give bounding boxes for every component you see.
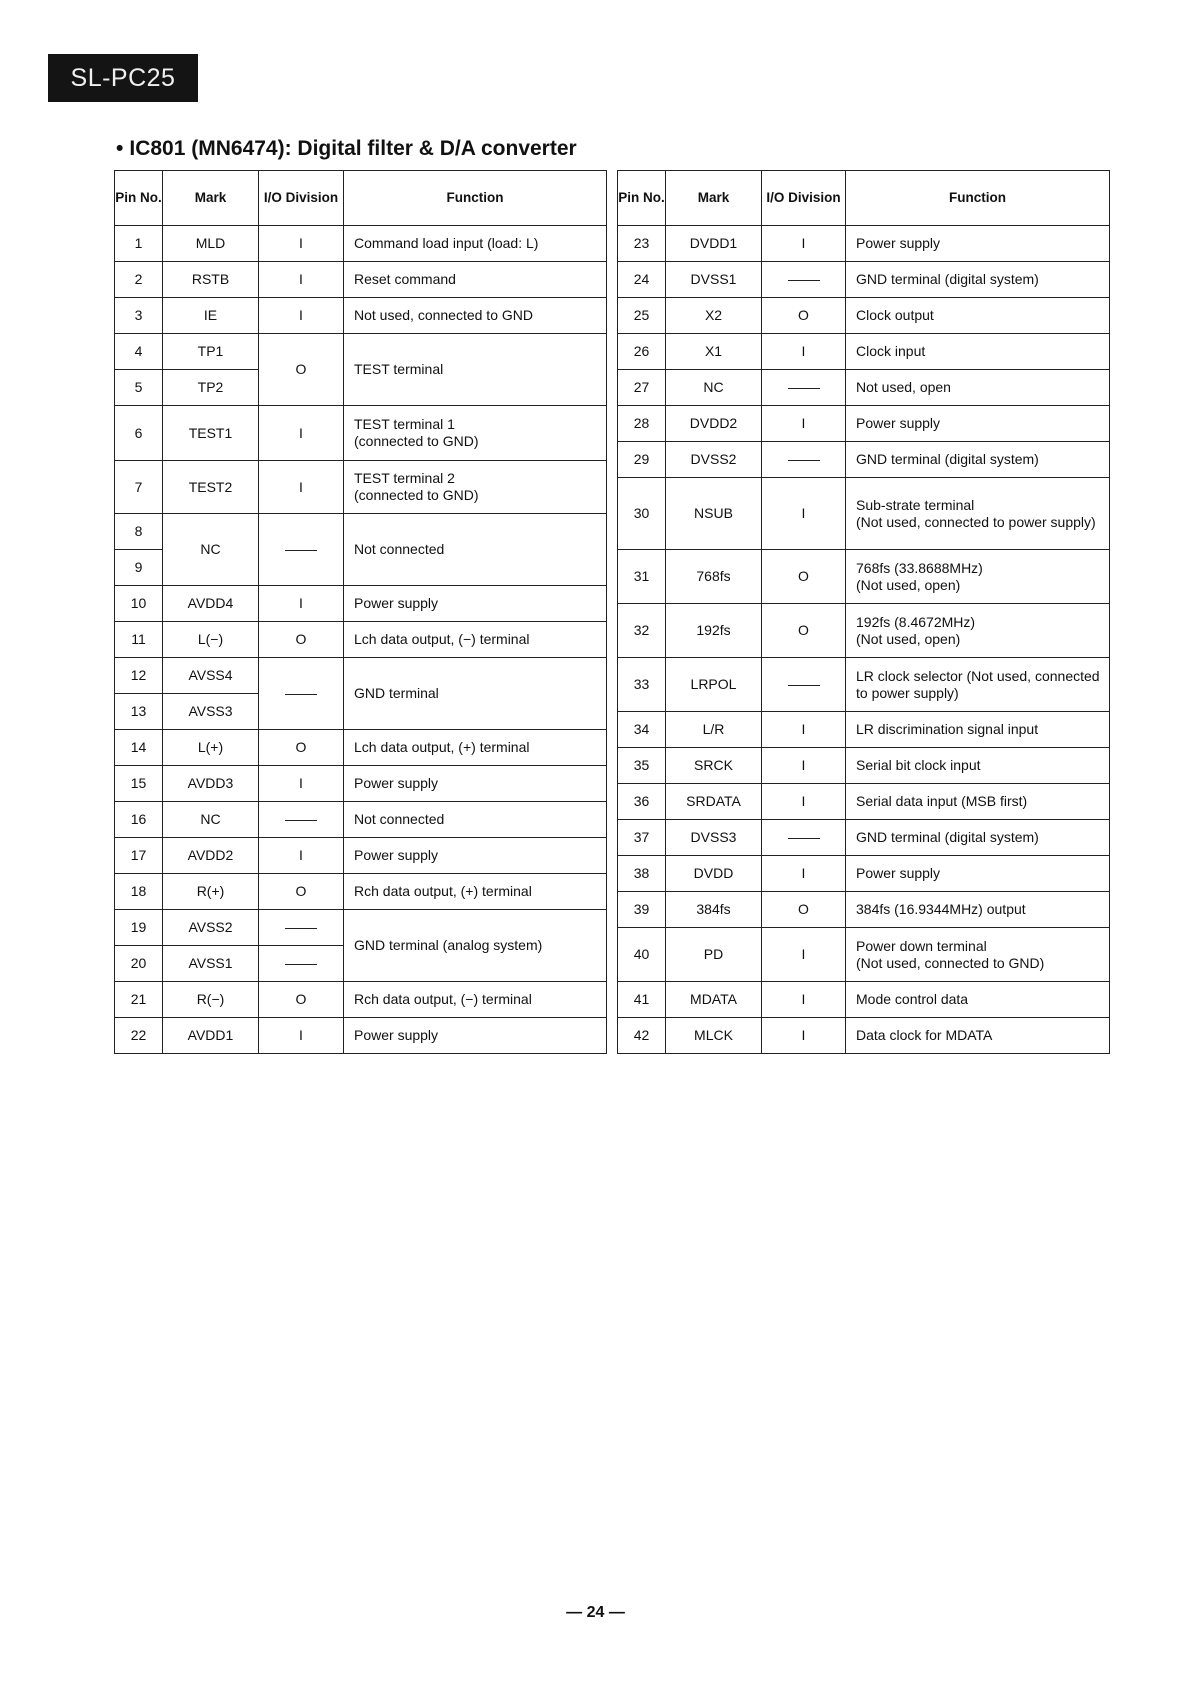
pin-io (762, 820, 846, 856)
pin-function: GND terminal (digital system) (846, 820, 1110, 856)
pin-number: 9 (115, 550, 163, 586)
pin-function: Power supply (846, 406, 1110, 442)
pin-io: I (762, 226, 846, 262)
pin-mark: SRDATA (666, 784, 762, 820)
pin-mark: NC (163, 802, 259, 838)
header-io: I/O Division (762, 171, 846, 226)
pin-number: 38 (618, 856, 666, 892)
pin-number: 24 (618, 262, 666, 298)
pin-io: O (259, 622, 344, 658)
pin-number: 37 (618, 820, 666, 856)
dash-mark (788, 388, 820, 389)
pin-mark: AVDD4 (163, 586, 259, 622)
pin-io (259, 802, 344, 838)
pin-number: 15 (115, 766, 163, 802)
pin-io: I (259, 838, 344, 874)
dash-mark (285, 928, 317, 929)
pin-number: 7 (115, 461, 163, 514)
pin-io: I (259, 461, 344, 514)
pin-function: Power supply (344, 1018, 607, 1054)
pin-mark: MLD (163, 226, 259, 262)
header-mark: Mark (666, 171, 762, 226)
pin-function: GND terminal (analog system) (344, 910, 607, 982)
pin-mark: SRCK (666, 748, 762, 784)
pin-number: 27 (618, 370, 666, 406)
pin-io: I (762, 334, 846, 370)
dash-mark (788, 460, 820, 461)
dash-mark (285, 820, 317, 821)
pin-number: 26 (618, 334, 666, 370)
pin-io: I (259, 226, 344, 262)
pin-io: I (259, 406, 344, 461)
pin-number: 23 (618, 226, 666, 262)
pin-function: Command load input (load: L) (344, 226, 607, 262)
header-io: I/O Division (259, 171, 344, 226)
pin-io: I (762, 748, 846, 784)
pin-io: I (259, 298, 344, 334)
pin-io: I (762, 856, 846, 892)
page-number: — 24 — (566, 1604, 625, 1621)
pin-mark: 384fs (666, 892, 762, 928)
pin-number: 8 (115, 514, 163, 550)
pin-io (762, 262, 846, 298)
pin-mark: X1 (666, 334, 762, 370)
pin-mark: TP1 (163, 334, 259, 370)
model-badge (48, 54, 198, 102)
pin-number: 22 (115, 1018, 163, 1054)
section-title (116, 137, 577, 161)
pin-io: I (762, 478, 846, 550)
pin-number: 5 (115, 370, 163, 406)
pin-mark: DVDD1 (666, 226, 762, 262)
pin-number: 42 (618, 1018, 666, 1054)
pin-mark: L/R (666, 712, 762, 748)
pin-number: 10 (115, 586, 163, 622)
pin-function: Power supply (344, 838, 607, 874)
header-mark: Mark (163, 171, 259, 226)
pin-function: Rch data output, (−) terminal (344, 982, 607, 1018)
pin-io: I (259, 262, 344, 298)
pin-function: 192fs (8.4672MHz) (Not used, open) (846, 604, 1110, 658)
pin-function: 768fs (33.8688MHz) (Not used, open) (846, 550, 1110, 604)
pin-mark: DVSS3 (666, 820, 762, 856)
pin-function: Not connected (344, 514, 607, 586)
pin-mark: NC (163, 514, 259, 586)
pin-mark: MLCK (666, 1018, 762, 1054)
pin-number: 17 (115, 838, 163, 874)
pin-io: O (762, 604, 846, 658)
pin-io: O (762, 892, 846, 928)
pin-number: 12 (115, 658, 163, 694)
pin-mark: AVSS4 (163, 658, 259, 694)
pin-mark: AVSS1 (163, 946, 259, 982)
pin-mark: 192fs (666, 604, 762, 658)
pin-function: Mode control data (846, 982, 1110, 1018)
pin-mark: X2 (666, 298, 762, 334)
pin-io: I (762, 982, 846, 1018)
pin-function: Data clock for MDATA (846, 1018, 1110, 1054)
pin-number: 25 (618, 298, 666, 334)
pin-mark: IE (163, 298, 259, 334)
pin-mark: TP2 (163, 370, 259, 406)
pin-function: GND terminal (digital system) (846, 442, 1110, 478)
pin-io: O (259, 730, 344, 766)
pin-io (259, 946, 344, 982)
section-title-text: IC801 (MN6474): Digital filter & D/A converter (129, 137, 577, 160)
pin-function: Reset command (344, 262, 607, 298)
pin-mark: AVSS2 (163, 910, 259, 946)
pin-mark: L(−) (163, 622, 259, 658)
pin-mark: RSTB (163, 262, 259, 298)
pin-mark: 768fs (666, 550, 762, 604)
pin-io (259, 910, 344, 946)
pin-number: 36 (618, 784, 666, 820)
pin-io: I (259, 1018, 344, 1054)
pin-function: Clock input (846, 334, 1110, 370)
pin-number: 11 (115, 622, 163, 658)
pin-mark: NC (666, 370, 762, 406)
pin-io: O (762, 298, 846, 334)
pin-io: I (259, 586, 344, 622)
pin-mark: TEST2 (163, 461, 259, 514)
pin-function: GND terminal (digital system) (846, 262, 1110, 298)
pin-mark: DVDD (666, 856, 762, 892)
pin-function: LR discrimination signal input (846, 712, 1110, 748)
pin-function: Sub-strate terminal (Not used, connected to power supply) (846, 478, 1110, 550)
pin-function: Lch data output, (+) terminal (344, 730, 607, 766)
pin-io: I (762, 712, 846, 748)
pin-number: 35 (618, 748, 666, 784)
pin-function: TEST terminal 2 (connected to GND) (344, 461, 607, 514)
pin-number: 34 (618, 712, 666, 748)
pin-number: 1 (115, 226, 163, 262)
pin-function: Lch data output, (−) terminal (344, 622, 607, 658)
pin-table-left (114, 170, 607, 1054)
pin-number: 16 (115, 802, 163, 838)
pin-mark: TEST1 (163, 406, 259, 461)
model-label: SL-PC25 (70, 63, 176, 92)
pin-function: Power down terminal (Not used, connected to GND) (846, 928, 1110, 982)
pin-io (762, 370, 846, 406)
pin-number: 33 (618, 658, 666, 712)
pin-mark: AVDD3 (163, 766, 259, 802)
pin-number: 31 (618, 550, 666, 604)
pin-mark: R(+) (163, 874, 259, 910)
pin-mark: MDATA (666, 982, 762, 1018)
pin-number: 20 (115, 946, 163, 982)
pin-number: 6 (115, 406, 163, 461)
pin-io: O (259, 982, 344, 1018)
pin-function: 384fs (16.9344MHz) output (846, 892, 1110, 928)
pin-io (762, 442, 846, 478)
header-pin: Pin No. (618, 171, 666, 226)
pin-function: Power supply (344, 586, 607, 622)
pin-function: Not used, open (846, 370, 1110, 406)
pin-number: 4 (115, 334, 163, 370)
pin-number: 2 (115, 262, 163, 298)
pin-number: 28 (618, 406, 666, 442)
pin-function: TEST terminal 1 (connected to GND) (344, 406, 607, 461)
pin-number: 32 (618, 604, 666, 658)
pin-function: Clock output (846, 298, 1110, 334)
pin-mark: AVSS3 (163, 694, 259, 730)
header-function: Function (344, 171, 607, 226)
pin-mark: L(+) (163, 730, 259, 766)
dash-mark (788, 838, 820, 839)
pin-function: Power supply (846, 856, 1110, 892)
pin-mark: NSUB (666, 478, 762, 550)
pin-mark: AVDD1 (163, 1018, 259, 1054)
pin-mark: R(−) (163, 982, 259, 1018)
pin-io (259, 514, 344, 586)
pin-io: I (762, 784, 846, 820)
pin-function: Power supply (846, 226, 1110, 262)
pin-function: TEST terminal (344, 334, 607, 406)
pin-number: 13 (115, 694, 163, 730)
pin-number: 3 (115, 298, 163, 334)
pin-function: Rch data output, (+) terminal (344, 874, 607, 910)
pin-function: Not connected (344, 802, 607, 838)
pin-number: 14 (115, 730, 163, 766)
header-pin: Pin No. (115, 171, 163, 226)
pin-io: I (762, 928, 846, 982)
pin-io: I (762, 1018, 846, 1054)
pin-io (259, 658, 344, 730)
pin-mark: DVSS1 (666, 262, 762, 298)
pin-io: I (762, 406, 846, 442)
pin-function: Not used, connected to GND (344, 298, 607, 334)
pin-mark: AVDD2 (163, 838, 259, 874)
pin-number: 41 (618, 982, 666, 1018)
pin-number: 40 (618, 928, 666, 982)
pin-number: 39 (618, 892, 666, 928)
pin-number: 21 (115, 982, 163, 1018)
pin-mark: PD (666, 928, 762, 982)
pin-table-right (617, 170, 1110, 1054)
pin-function: Serial bit clock input (846, 748, 1110, 784)
pin-io (762, 658, 846, 712)
pin-mark: LRPOL (666, 658, 762, 712)
pin-number: 19 (115, 910, 163, 946)
dash-mark (788, 280, 820, 281)
pin-number: 18 (115, 874, 163, 910)
pin-function: LR clock selector (Not used, connected to power supply) (846, 658, 1110, 712)
dash-mark (788, 685, 820, 686)
dash-mark (285, 694, 317, 695)
bullet: • (116, 137, 124, 160)
pin-number: 30 (618, 478, 666, 550)
pin-number: 29 (618, 442, 666, 478)
pin-function: Power supply (344, 766, 607, 802)
pin-io: I (259, 766, 344, 802)
header-function: Function (846, 171, 1110, 226)
pin-io: O (259, 334, 344, 406)
pin-io: O (762, 550, 846, 604)
pin-function: GND terminal (344, 658, 607, 730)
pin-mark: DVDD2 (666, 406, 762, 442)
pin-mark: DVSS2 (666, 442, 762, 478)
pin-io: O (259, 874, 344, 910)
dash-mark (285, 964, 317, 965)
dash-mark (285, 550, 317, 551)
pin-function: Serial data input (MSB first) (846, 784, 1110, 820)
